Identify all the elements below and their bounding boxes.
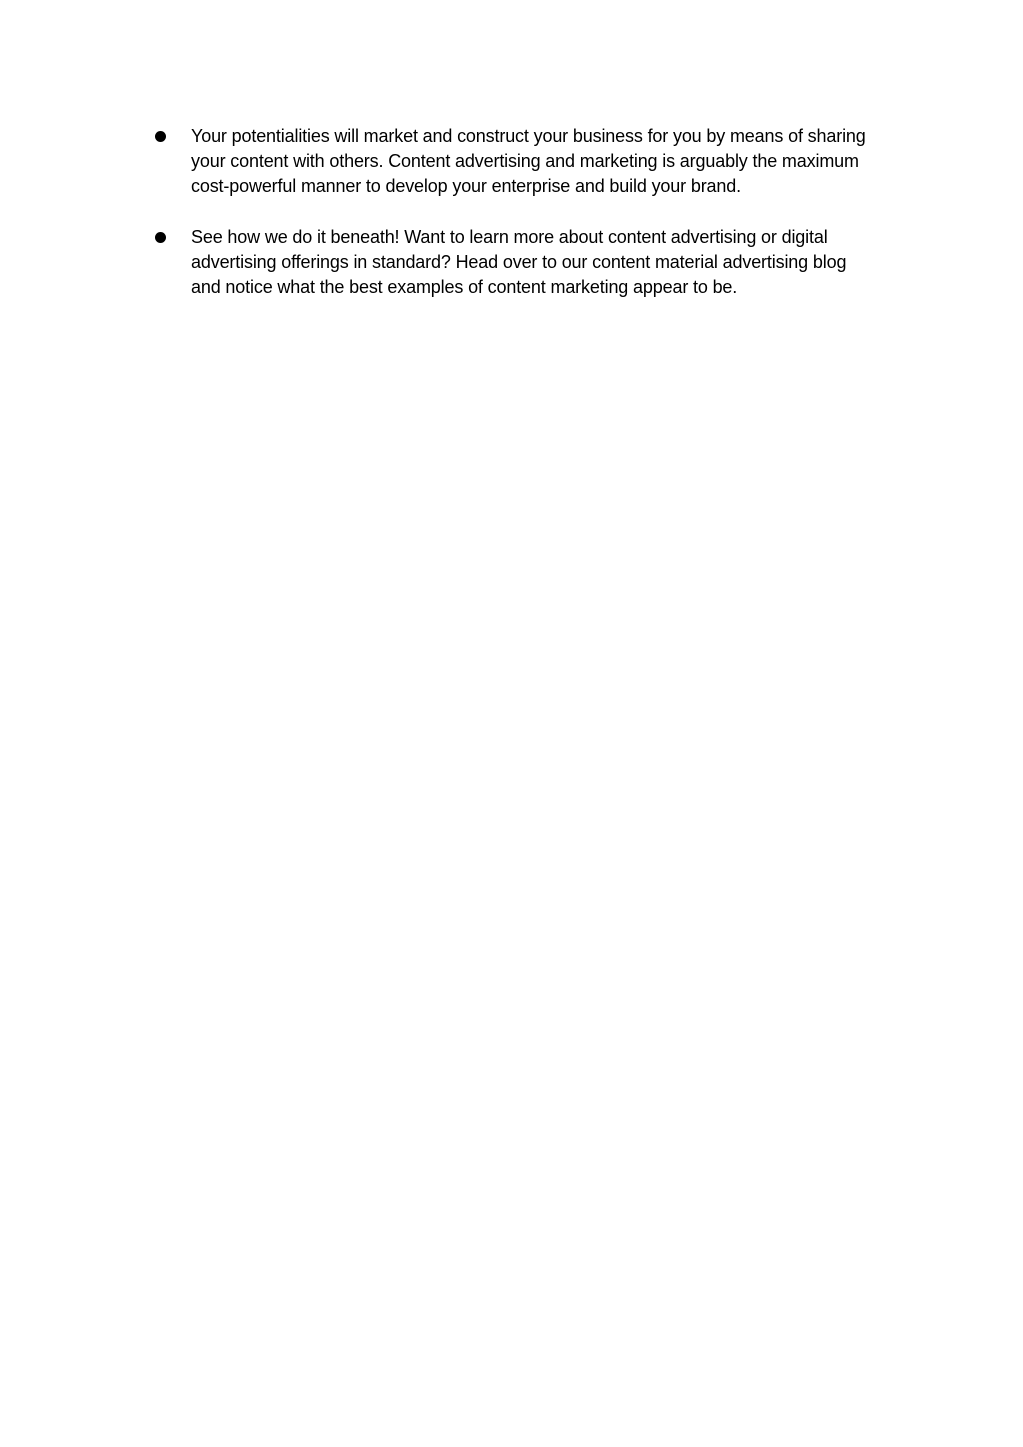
bullet-list (153, 124, 873, 325)
bullet-text: Your potentialities will market and construct your business for you by means of sharing your content with others. Content advertising and marketing is arguably the maximum cost-powerful manner to develop your enterprise and build your brand. (191, 126, 866, 197)
bullet-text: See how we do it beneath! Want to learn more about content advertising or digital advertising offerings in standard? Head over to our content material advertising blog and notice what the best examples of content marketing appear to be. (191, 226, 847, 298)
bullet-dot-icon (155, 232, 166, 243)
bullet-item (153, 124, 873, 200)
bullet-item (153, 225, 873, 301)
bullet-dot-icon (155, 131, 166, 142)
